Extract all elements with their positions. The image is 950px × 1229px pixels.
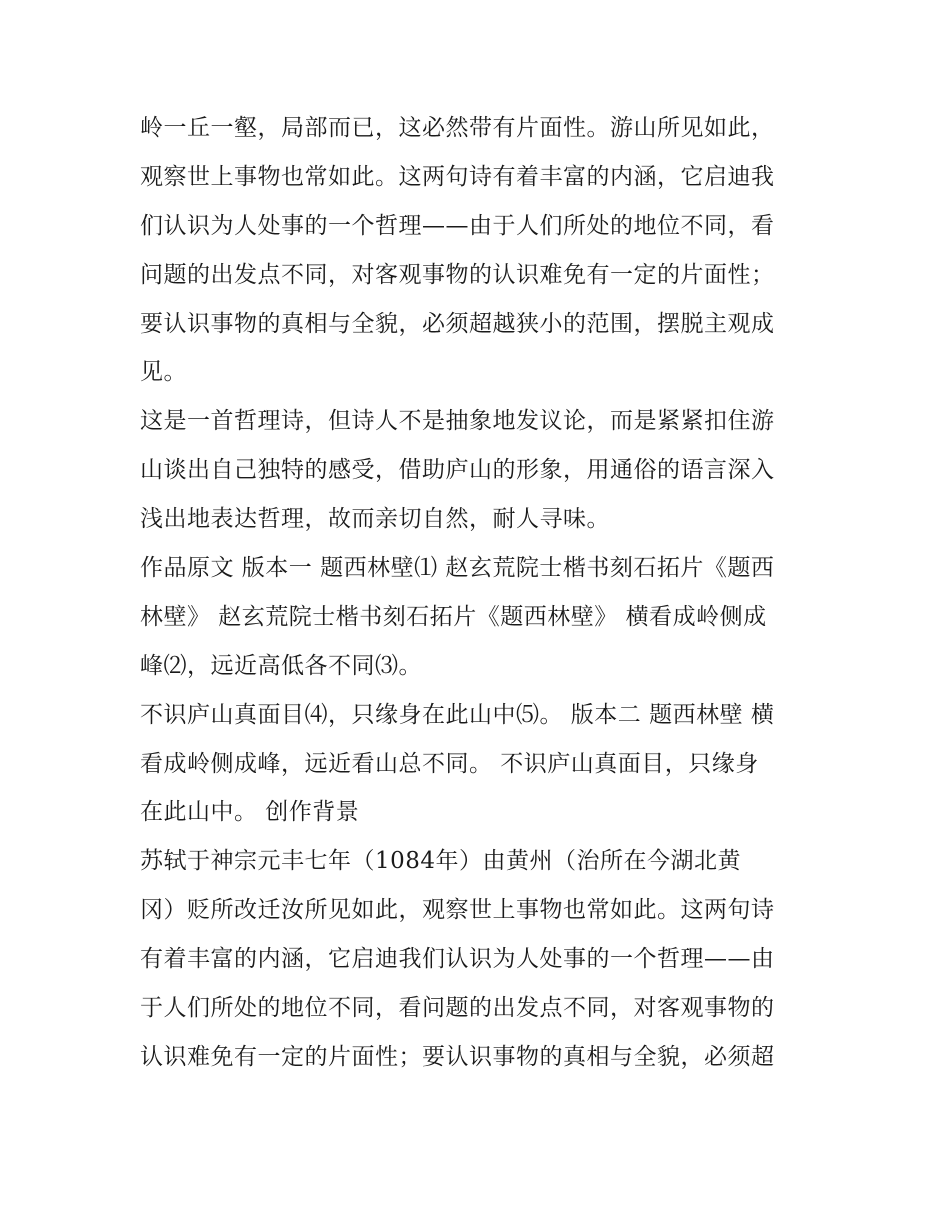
text-line: 看成岭侧成峰，远近看山总不同。 不识庐山真面目，只缘身 [140, 750, 759, 777]
text-line: 见。 [140, 359, 187, 386]
text-line: 林壁》 赵玄荒院士楷书刻石拓片《题西林壁》 横看成岭侧成 [140, 603, 767, 630]
text-line: 有着丰富的内涵，它启迪我们认识为人处事的一个哲理——由 [140, 946, 775, 973]
body-text [140, 104, 820, 1082]
text-line: 们认识为人处事的一个哲理——由于人们所处的地位不同，看 [140, 212, 775, 239]
text-line: 冈）贬所改迁汝所见如此，观察世上事物也常如此。这两句诗 [140, 897, 775, 924]
text-line: 于人们所处的地位不同，看问题的出发点不同，对客观事物的 [140, 995, 775, 1022]
text-line: 认识难免有一定的片面性；要认识事物的真相与全貌，必须超 [140, 1043, 775, 1070]
text-line: 要认识事物的真相与全貌，必须超越狭小的范围，摆脱主观成 [140, 310, 775, 337]
text-line: 苏轼于神宗元丰七年（1084年）由黄州（治所在今湖北黄 [140, 848, 742, 875]
text-line: 作品原文 版本一 题西林壁⑴ 赵玄荒院士楷书刻石拓片《题西 [140, 555, 775, 582]
text-line: 观察世上事物也常如此。这两句诗有着丰富的内涵，它启迪我 [140, 163, 775, 190]
text-line: 不识庐山真面目⑷，只缘身在此山中⑸。 版本二 题西林壁 横 [140, 701, 775, 728]
text-line: 岭一丘一壑，局部而已，这必然带有片面性。游山所见如此， [140, 115, 775, 141]
text-line: 这是一首哲理诗，但诗人不是抽象地发议论，而是紧紧扣住游 [140, 408, 775, 435]
text-line: 山谈出自己独特的感受，借助庐山的形象，用通俗的语言深入 [140, 457, 775, 484]
text-line: 问题的出发点不同，对客观事物的认识难免有一定的片面性； [140, 261, 775, 288]
text-line: 峰⑵，远近高低各不同⑶。 [140, 652, 422, 679]
text-line: 浅出地表达哲理，故而亲切自然，耐人寻味。 [140, 506, 610, 533]
text-line: 在此山中。 创作背景 [140, 799, 360, 826]
